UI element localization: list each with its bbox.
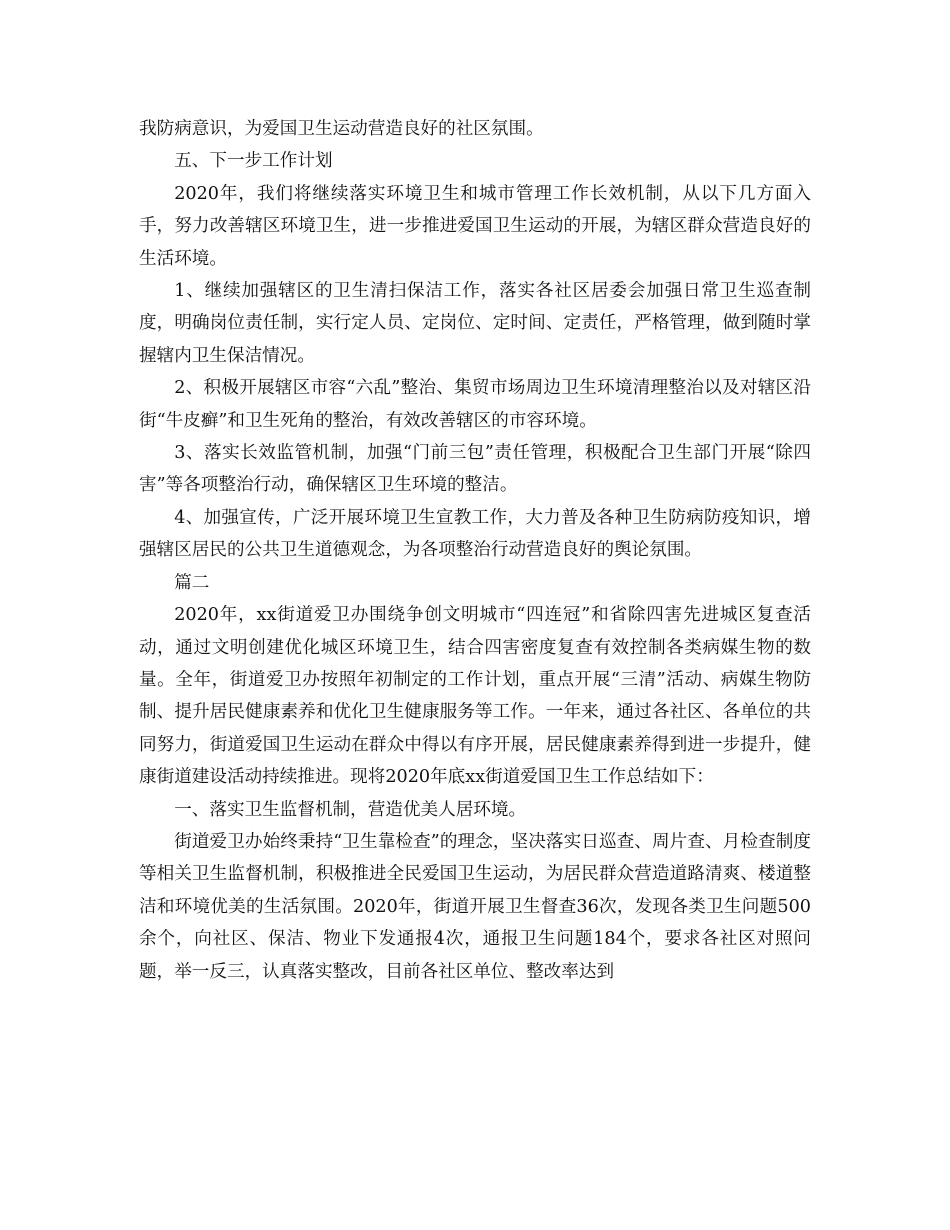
document-page (139, 113, 811, 988)
paragraph-plan-intro: 2020年，我们将继续落实环境卫生和城市管理工作长效机制，从以下几方面入手，努力改善辖区环境卫生，进一步推进爱国卫生运动的开展，为辖区群众营造良好的生活环境。 (139, 183, 811, 269)
section-heading-supervision: 一、落实卫生监督机制，营造优美人居环境。 (174, 799, 527, 820)
list-item-2: 2、积极开展辖区市容“六乱”整治、集贸市场周边卫生环境清理整治以及对辖区沿街“牛皮癣”和卫生死角的整治，有效改善辖区的市容环境。 (139, 378, 811, 431)
paragraph-continuation: 我防病意识，为爱国卫生运动营造良好的社区氛围。 (139, 119, 544, 139)
list-item-1: 1、继续加强辖区的卫生清扫保洁工作，落实各社区居委会加强日常卫生巡查制度，明确岗位责任制，实行定人员、定岗位、定时间、定责任，严格管理，做到随时掌握辖内卫生保洁情况。 (139, 281, 811, 366)
section-heading-next-plan: 五、下一步工作计划 (174, 151, 333, 172)
paragraph-supervision: 街道爱卫办始终秉持“卫生靠检查”的理念，坚决落实日巡查、周片查、月检查制度等相关卫生监督机制，积极推进全民爱国卫生运动，为居民群众营造道路清爽、楼道整洁和环境优美的生活氛围。2020年，街道开展卫生督查36次，发现各类卫生问题500余个，向社区、保洁、物业下发通报4次，通报卫生问题184个，要求各社区对照问题，举一反三，认真落实整改，目前各社区单位、整改率达到 (139, 831, 811, 982)
list-item-3: 3、落实长效监管机制，加强“门前三包”责任管理，积极配合卫生部门开展“除四害”等各项整治行动，确保辖区卫生环境的整洁。 (139, 443, 811, 496)
list-item-4: 4、加强宣传，广泛开展环境卫生宣教工作，大力普及各种卫生防病防疫知识，增强辖区居民的公共卫生道德观念，为各项整治行动营造良好的舆论氛围。 (139, 507, 811, 561)
chapter-heading-part-two: 篇二 (174, 572, 210, 593)
paragraph-part-two-intro: 2020年，xx街道爱卫办围绕争创文明城市“四连冠”和省除四害先进城区复查活动，通过文明创建优化城区环境卫生，结合四害密度复查有效控制各类病媒生物的数量。全年，街道爱卫办按照年初制定的工作计划，重点开展“三清”活动、病媒生物防制、提升居民健康素养和优化卫生健康服务等工作。一年来，通过各社区、各单位的共同努力，街道爱国卫生运动在群众中得以有序开展，居民健康素养得到进一步提升，健康街道建设活动持续推进。现将2020年底xx街道爱国卫生工作总结如下： (139, 605, 811, 788)
